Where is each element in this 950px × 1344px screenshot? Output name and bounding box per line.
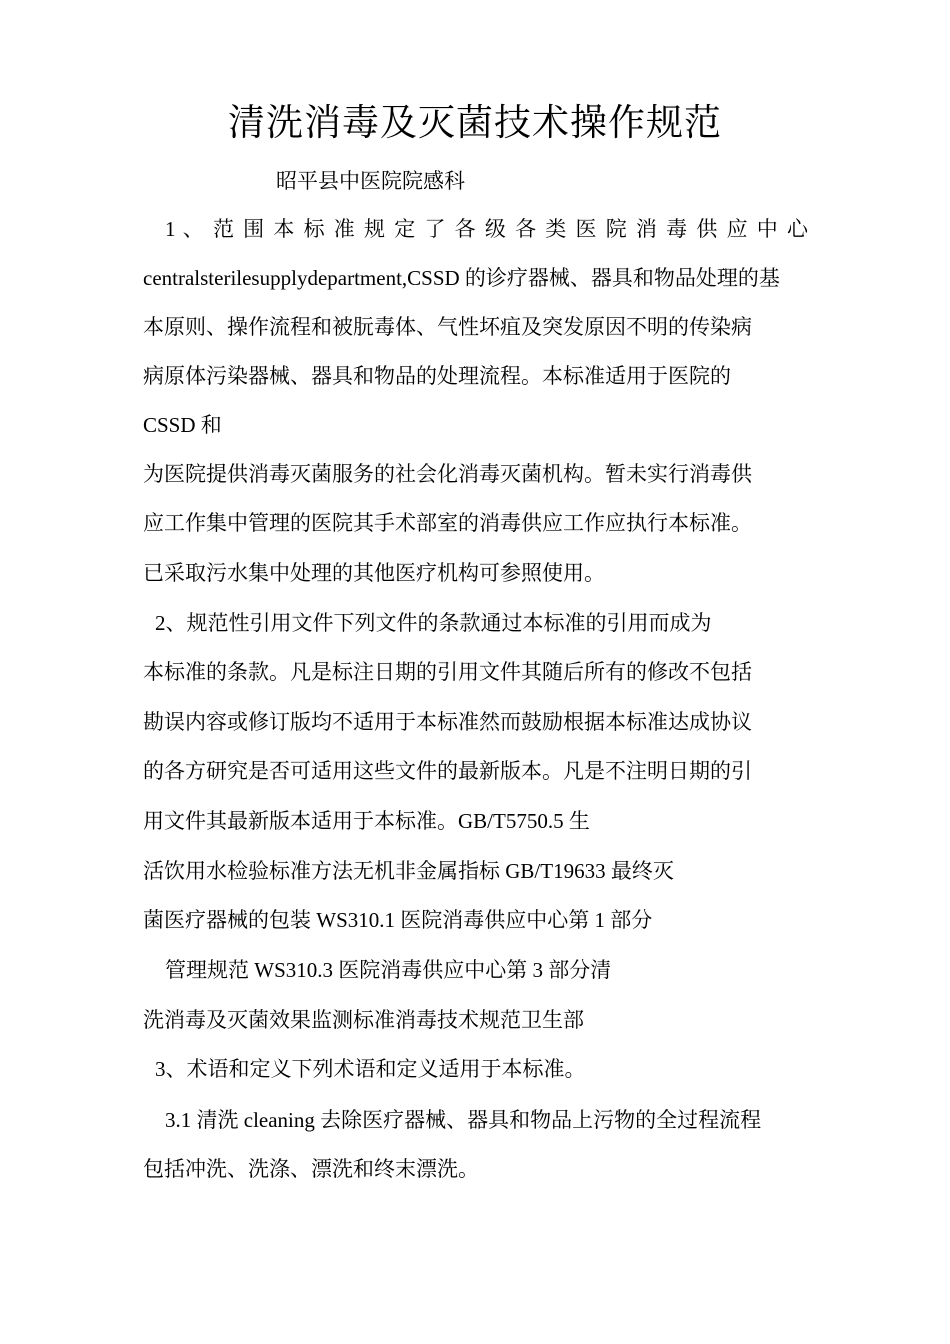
paragraph-line: 应工作集中管理的医院其手术部室的消毒供应工作应执行本标准。 [143,511,752,535]
paragraph-line: 洗消毒及灭菌效果监测标准消毒技术规范卫生部 [143,1008,584,1032]
section-heading-line: 2、规范性引用文件下列文件的条款通过本标准的引用而成为 [155,611,712,635]
paragraph-line: 勘误内容或修订版均不适用于本标准然而鼓励根据本标准达成协议 [143,710,752,734]
paragraph-line: 本原则、操作流程和被朊毒体、气性坏疽及突发原因不明的传染病 [143,315,752,339]
paragraph-line: 为医院提供消毒灭菌服务的社会化消毒灭菌机构。暂未实行消毒供 [143,462,752,486]
paragraph-line: CSSD 和 [143,413,222,437]
paragraph-line: 本标准的条款。凡是标注日期的引用文件其随后所有的修改不包括 [143,660,752,684]
document-author: 昭平县中医院院感科 [276,169,465,193]
paragraph-line: 活饮用水检验标准方法无机非金属指标 GB/T19633 最终灭 [143,859,674,883]
paragraph-line: 已采取污水集中处理的其他医疗机构可参照使用。 [143,561,605,585]
paragraph-line: 菌医疗器械的包装 WS310.1 医院消毒供应中心第 1 部分 [143,908,653,932]
section-heading-line: 3、术语和定义下列术语和定义适用于本标准。 [155,1057,586,1081]
paragraph-line: centralsterilesupplydepartment,CSSD 的诊疗器械、器具和物品处理的基 [143,266,780,290]
paragraph-line: 管理规范 WS310.3 医院消毒供应中心第 3 部分清 [165,958,612,982]
paragraph-line: 病原体污染器械、器具和物品的处理流程。本标准适用于医院的 [143,364,731,388]
paragraph-line: 的各方研究是否可适用这些文件的最新版本。凡是不注明日期的引 [143,759,752,783]
paragraph-line: 包括冲洗、洗涤、漂洗和终末漂洗。 [143,1157,479,1181]
document-title: 清洗消毒及灭菌技术操作规范 [228,103,722,144]
paragraph-line: 3.1 清洗 cleaning 去除医疗器械、器具和物品上污物的全过程流程 [165,1108,762,1132]
paragraph-line: 用文件其最新版本适用于本标准。GB/T5750.5 生 [143,809,590,833]
paragraph-line: 1 、 范 围 本 标 准 规 定 了 各 级 各 类 医 院 消 毒 供 应 中 心 [165,217,808,241]
